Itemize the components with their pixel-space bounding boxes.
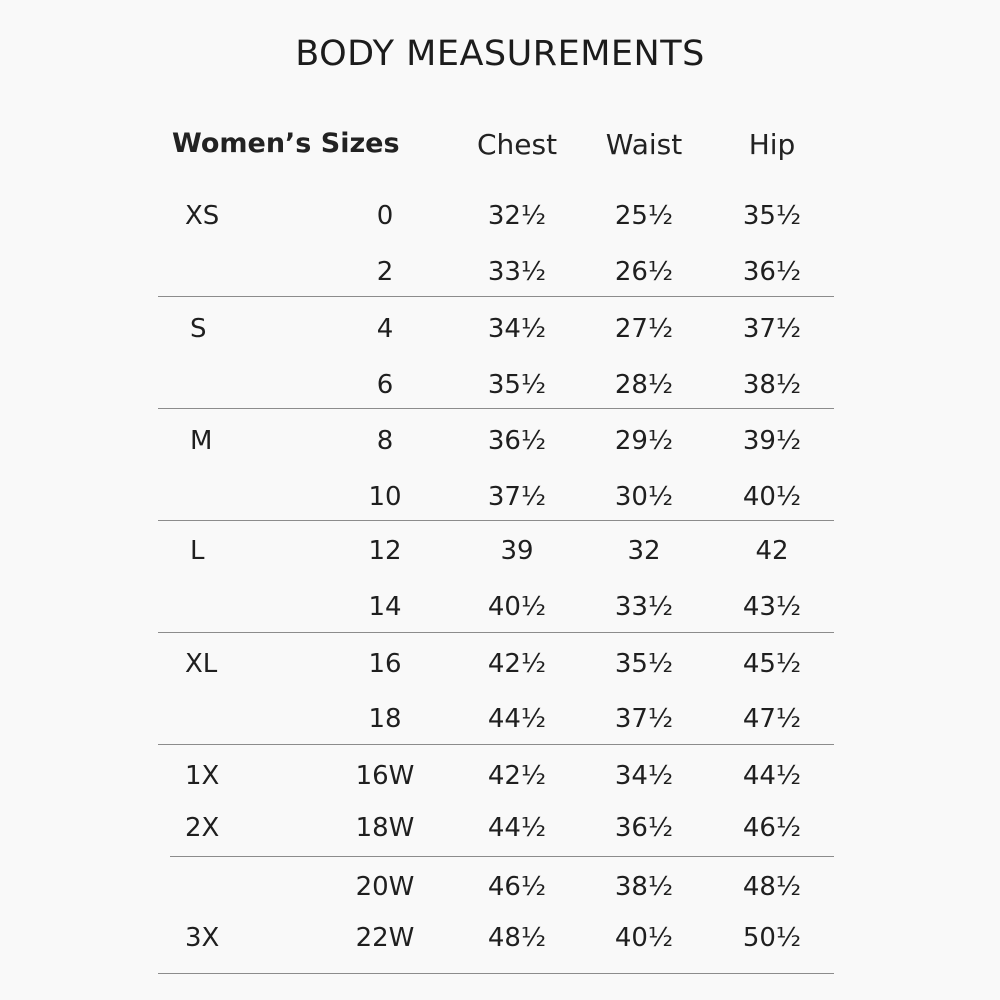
numeric-size: 8 bbox=[376, 426, 394, 456]
chest-value: 42½ bbox=[487, 761, 547, 791]
hip-value: 35½ bbox=[742, 201, 802, 231]
numeric-size: 0 bbox=[376, 201, 394, 231]
chest-header: Chest bbox=[476, 128, 558, 161]
size-label: 1X bbox=[185, 761, 220, 791]
group-divider bbox=[158, 296, 834, 297]
size-label bbox=[185, 256, 255, 288]
chest-value: 35½ bbox=[487, 370, 547, 400]
numeric-size: 16 bbox=[368, 649, 402, 679]
hip-value: 45½ bbox=[742, 649, 802, 679]
hip-value: 50½ bbox=[742, 923, 802, 953]
group-divider bbox=[170, 856, 834, 857]
chest-value: 33½ bbox=[487, 257, 547, 287]
womens-sizes-header: Women’s Sizes bbox=[172, 128, 400, 159]
chest-value: 32½ bbox=[487, 201, 547, 231]
numeric-size: 6 bbox=[376, 370, 394, 400]
chest-value: 44½ bbox=[487, 813, 547, 843]
hip-value: 38½ bbox=[742, 370, 802, 400]
hip-value: 39½ bbox=[742, 426, 802, 456]
numeric-size: 4 bbox=[376, 314, 394, 344]
size-label: 2X bbox=[185, 813, 220, 843]
chest-value: 42½ bbox=[487, 649, 547, 679]
size-label: 3X bbox=[185, 923, 220, 953]
group-divider bbox=[158, 408, 834, 409]
hip-header: Hip bbox=[748, 128, 796, 161]
numeric-size: 16W bbox=[355, 761, 415, 791]
numeric-size: 10 bbox=[368, 482, 402, 512]
numeric-size: 12 bbox=[368, 536, 402, 566]
hip-value: 48½ bbox=[742, 872, 802, 902]
hip-value: 46½ bbox=[742, 813, 802, 843]
size-label bbox=[185, 871, 255, 903]
hip-value: 44½ bbox=[742, 761, 802, 791]
numeric-size: 18 bbox=[368, 704, 402, 734]
group-divider bbox=[158, 520, 834, 521]
hip-value: 37½ bbox=[742, 314, 802, 344]
chest-value: 34½ bbox=[487, 314, 547, 344]
chest-value: 44½ bbox=[487, 704, 547, 734]
waist-value: 34½ bbox=[614, 761, 674, 791]
waist-value: 25½ bbox=[614, 201, 674, 231]
hip-value: 47½ bbox=[742, 704, 802, 734]
waist-value: 28½ bbox=[614, 370, 674, 400]
page-title: BODY MEASUREMENTS bbox=[295, 34, 705, 74]
size-label: XS bbox=[185, 201, 220, 231]
size-label bbox=[185, 591, 255, 623]
numeric-size: 14 bbox=[368, 592, 402, 622]
size-label: L bbox=[190, 536, 205, 566]
hip-value: 42 bbox=[755, 536, 789, 566]
size-label: S bbox=[190, 314, 207, 344]
hip-value: 40½ bbox=[742, 482, 802, 512]
waist-value: 27½ bbox=[614, 314, 674, 344]
waist-value: 37½ bbox=[614, 704, 674, 734]
group-divider bbox=[158, 744, 834, 745]
hip-value: 43½ bbox=[742, 592, 802, 622]
chest-value: 46½ bbox=[487, 872, 547, 902]
numeric-size: 22W bbox=[355, 923, 415, 953]
waist-header: Waist bbox=[605, 128, 683, 161]
numeric-size: 2 bbox=[376, 257, 394, 287]
waist-value: 30½ bbox=[614, 482, 674, 512]
waist-value: 40½ bbox=[614, 923, 674, 953]
waist-value: 29½ bbox=[614, 426, 674, 456]
size-label bbox=[185, 369, 255, 401]
size-label bbox=[185, 481, 255, 513]
numeric-size: 18W bbox=[355, 813, 415, 843]
waist-value: 35½ bbox=[614, 649, 674, 679]
waist-value: 36½ bbox=[614, 813, 674, 843]
chest-value: 37½ bbox=[487, 482, 547, 512]
numeric-size: 20W bbox=[355, 872, 415, 902]
waist-value: 26½ bbox=[614, 257, 674, 287]
waist-value: 33½ bbox=[614, 592, 674, 622]
chest-value: 48½ bbox=[487, 923, 547, 953]
waist-value: 38½ bbox=[614, 872, 674, 902]
size-label: M bbox=[190, 426, 213, 456]
waist-value: 32 bbox=[627, 536, 661, 566]
size-label: XL bbox=[185, 649, 218, 679]
group-divider bbox=[158, 632, 834, 633]
hip-value: 36½ bbox=[742, 257, 802, 287]
chest-value: 40½ bbox=[487, 592, 547, 622]
size-label bbox=[185, 703, 255, 735]
chest-value: 39 bbox=[500, 536, 534, 566]
chest-value: 36½ bbox=[487, 426, 547, 456]
group-divider bbox=[158, 973, 834, 974]
